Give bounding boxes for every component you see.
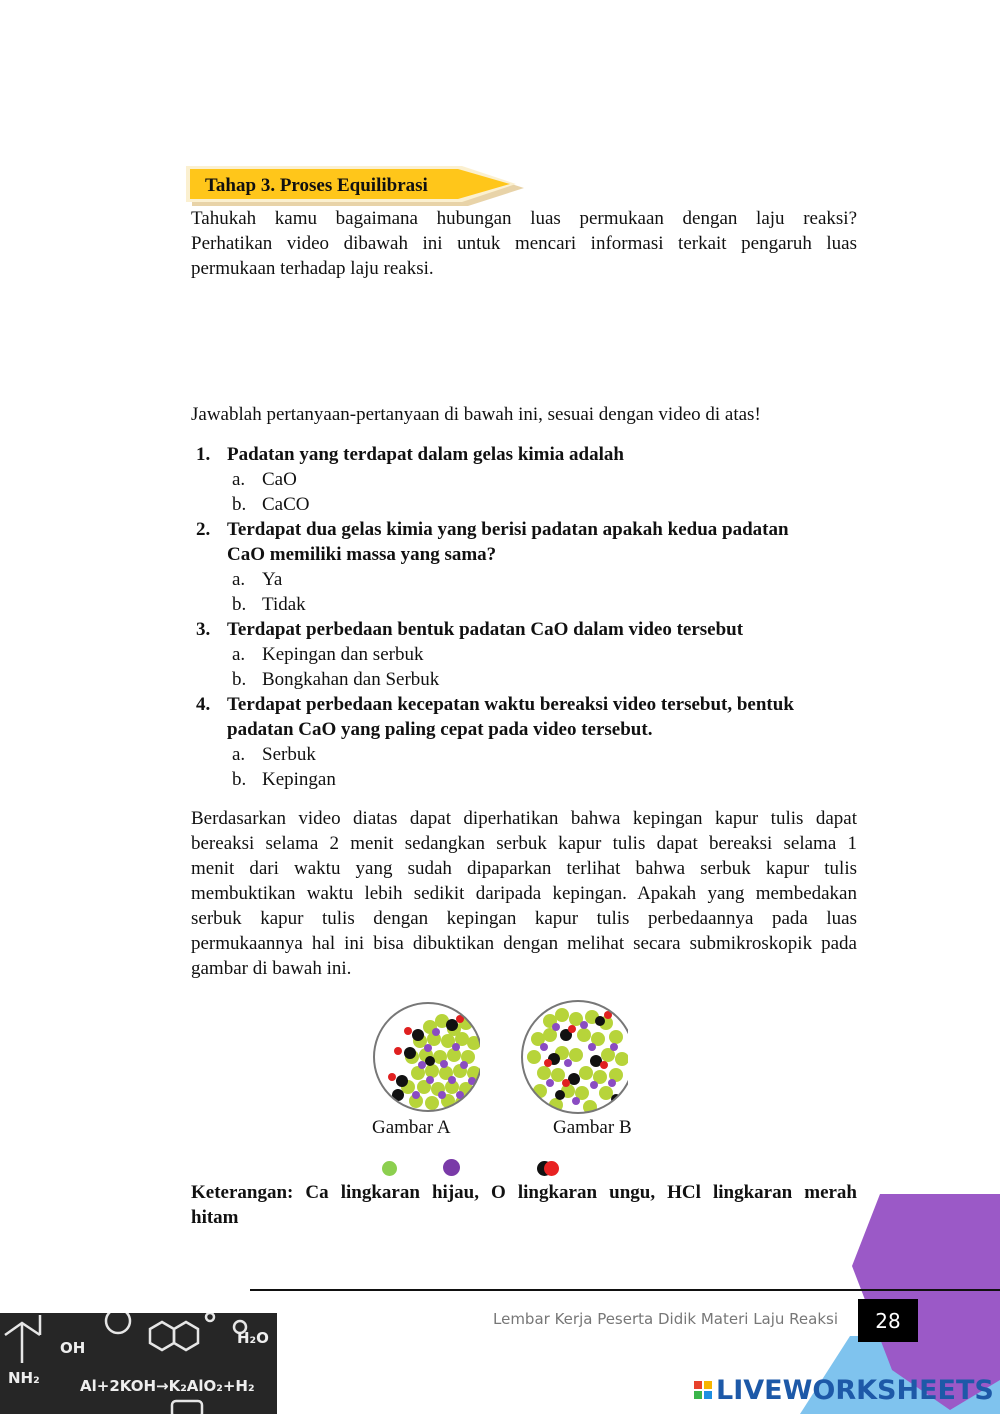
figure-a-image <box>372 995 480 1115</box>
explanation-line: gambar di bawah ini. <box>191 958 352 979</box>
intro-line: Perhatikan video dibawah ini untuk mencari informasi terkait pengaruh luas <box>191 233 857 254</box>
explanation-line: bereaksi selama 2 menit sedangkan serbuk kapur tulis dapat bereaksi selama 1 <box>191 833 857 854</box>
option-2a[interactable] <box>232 567 282 592</box>
figure-b-image <box>520 995 628 1115</box>
option-letter: b. <box>232 494 247 515</box>
question-text: padatan CaO yang paling cepat pada video tersebut. <box>227 719 653 740</box>
option-4a[interactable] <box>232 742 316 767</box>
legend-line: Keterangan: Ca lingkaran hijau, O lingkaran ungu, HCl lingkaran merah <box>191 1182 857 1203</box>
question-text: Padatan yang terdapat dalam gelas kimia adalah <box>227 444 624 465</box>
liveworksheets-wordmark: LIVEWORKSHEETS <box>716 1374 994 1406</box>
option-1a[interactable] <box>232 467 297 492</box>
liveworksheets-icon <box>694 1381 712 1399</box>
question-number: 1. <box>196 444 211 465</box>
option-letter: a. <box>232 644 246 665</box>
option-letter: a. <box>232 469 246 490</box>
question-number: 2. <box>196 519 211 540</box>
question-text: Terdapat dua gelas kimia yang berisi padatan apakah kedua padatan <box>227 519 789 540</box>
chalk-h2o: H₂O <box>237 1329 269 1347</box>
option-letter: b. <box>232 769 247 790</box>
question-number: 4. <box>196 694 211 715</box>
oxygen-dot-icon <box>443 1159 460 1176</box>
option-3a[interactable] <box>232 642 423 667</box>
page-number: 28 <box>858 1299 918 1342</box>
explanation-paragraph <box>191 806 857 981</box>
chalkboard-image <box>0 1313 277 1414</box>
option-1b[interactable] <box>232 492 310 517</box>
option-text: Kepingan <box>262 769 336 790</box>
option-2b[interactable] <box>232 592 306 617</box>
intro-line: permukaan terhadap laju reaksi. <box>191 258 434 279</box>
question-text: CaO memiliki massa yang sama? <box>227 544 497 565</box>
footer-text: Lembar Kerja Peserta Didik Materi Laju Reaksi <box>493 1310 839 1328</box>
explanation-line: serbuk kapur tulis dengan kepingan kapur tulis perbedaannya pada luas <box>191 908 857 929</box>
question-3 <box>196 617 836 642</box>
legend-line: hitam <box>191 1207 239 1228</box>
option-3b[interactable] <box>232 667 439 692</box>
figure-b-caption: Gambar B <box>553 1117 632 1138</box>
option-4b[interactable] <box>232 767 336 792</box>
chalk-oh: OH <box>60 1339 86 1357</box>
instruction-text: Jawablah pertanyaan-pertanyaan di bawah ini, sesuai dengan video di atas! <box>191 404 761 425</box>
intro-line: Tahukah kamu bagaimana hubungan luas permukaan dengan laju reaksi? <box>191 208 857 229</box>
question-2 <box>196 517 836 567</box>
option-text: Tidak <box>262 594 306 615</box>
explanation-line: menit dari waktu yang sudah dipaparkan terlihat bahwa serbuk kapur tulis <box>191 858 857 879</box>
calcium-dot-icon <box>382 1161 397 1176</box>
option-text: Serbuk <box>262 744 316 765</box>
chalk-nh2: NH₂ <box>8 1369 40 1387</box>
explanation-line: permukaannya hal ini bisa dibuktikan dengan melihat secara submikroskopik pada <box>191 933 857 954</box>
option-text: Ya <box>262 569 283 590</box>
option-letter: a. <box>232 744 246 765</box>
option-text: Bongkahan dan Serbuk <box>262 669 440 690</box>
legend-text <box>191 1180 857 1230</box>
question-text: Terdapat perbedaan bentuk padatan CaO dalam video tersebut <box>227 619 744 640</box>
option-letter: a. <box>232 569 246 590</box>
chalk-drawing <box>0 1313 277 1414</box>
option-text: Kepingan dan serbuk <box>262 644 424 665</box>
option-text: CaCO <box>262 494 310 515</box>
figure-a-caption: Gambar A <box>372 1117 451 1138</box>
option-letter: b. <box>232 669 247 690</box>
chalk-formula: Al+2KOH→K₂AlO₂+H₂ <box>80 1377 255 1395</box>
intro-paragraph <box>191 206 857 281</box>
footer-divider <box>250 1289 1000 1291</box>
question-number: 3. <box>196 619 211 640</box>
option-text: CaO <box>262 469 297 490</box>
question-1 <box>196 442 836 467</box>
explanation-line: Berdasarkan video diatas dapat diperhatikan bahwa kepingan kapur tulis dapat <box>191 808 857 829</box>
explanation-line: membuktikan waktu lebih sedikit daripada kepingan. Apakah yang membedakan <box>191 883 857 904</box>
section-title: Tahap 3. Proses Equilibrasi <box>205 175 428 196</box>
chlorine-dot-icon <box>544 1161 559 1176</box>
question-text: Terdapat perbedaan kecepatan waktu bereaksi video tersebut, bentuk <box>227 694 794 715</box>
liveworksheets-logo <box>694 1373 994 1407</box>
option-letter: b. <box>232 594 247 615</box>
question-4 <box>196 692 836 742</box>
